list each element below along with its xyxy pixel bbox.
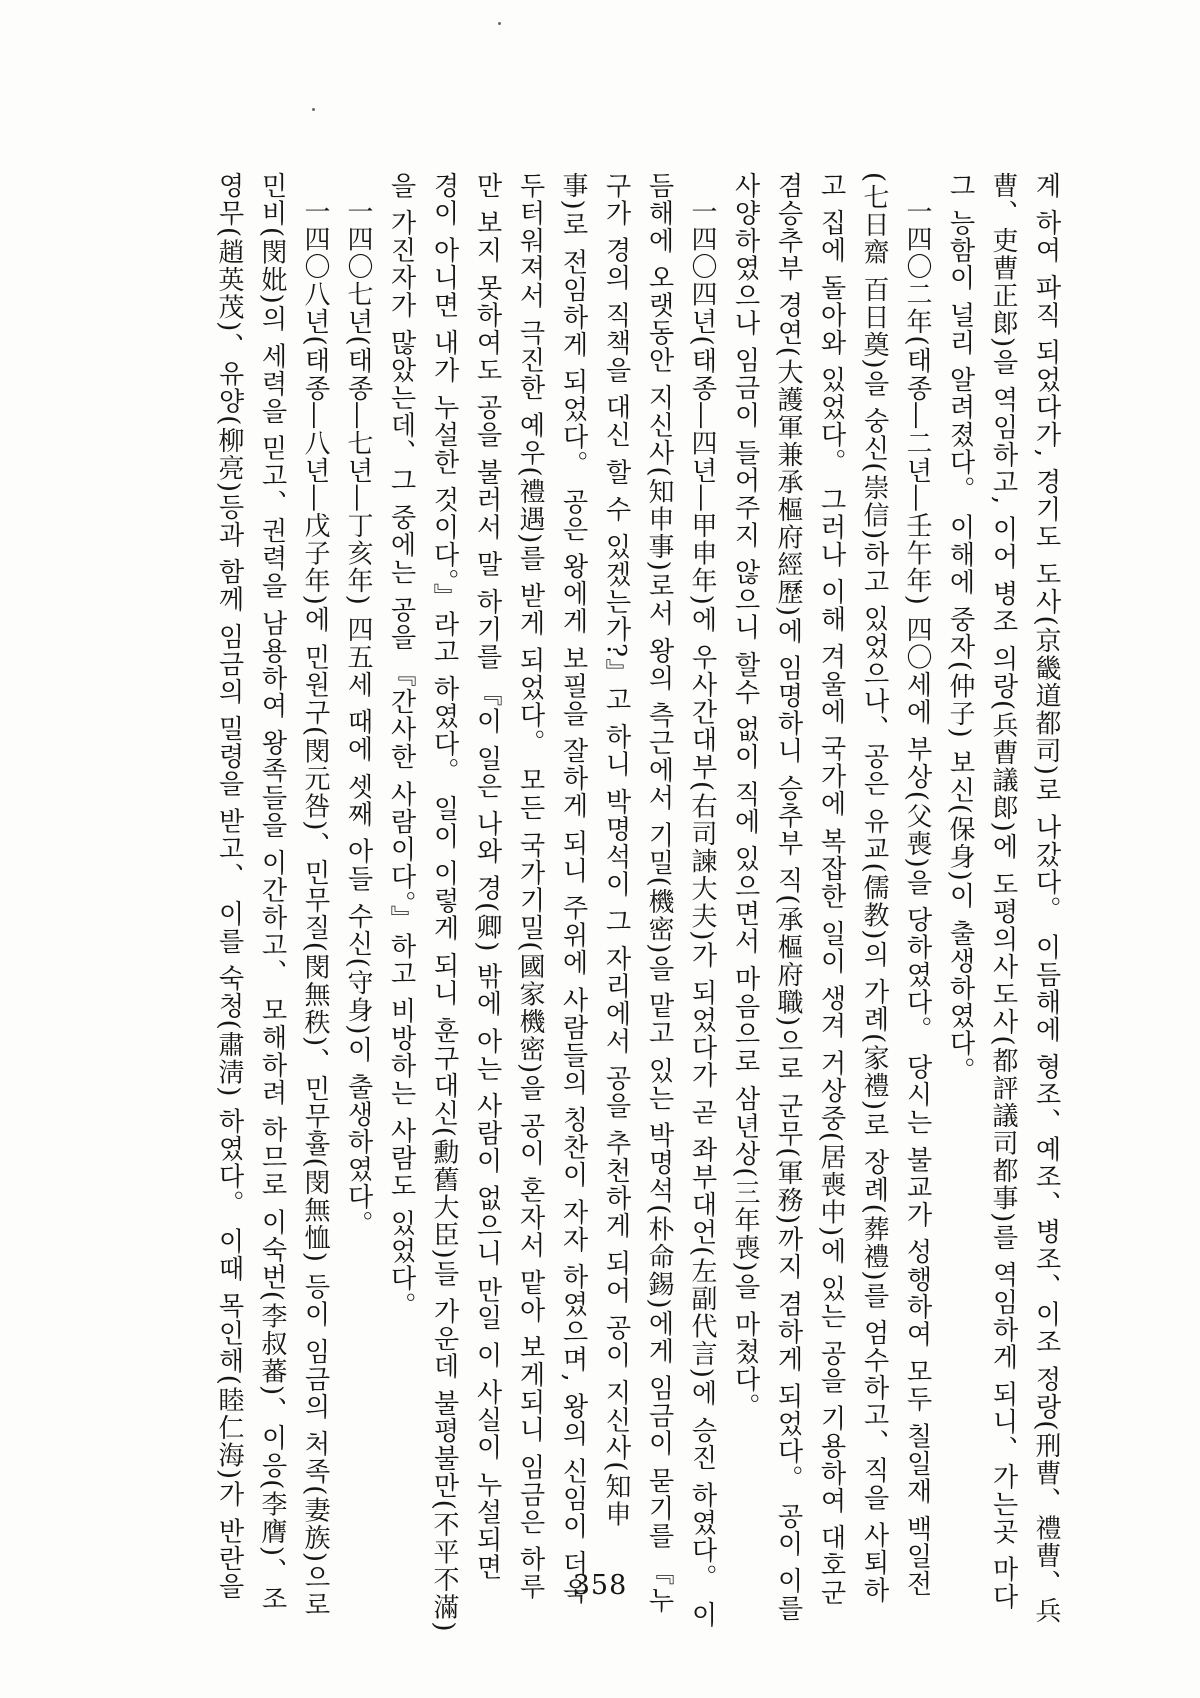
text-line-19: 민비(閔妣)의 세력을 믿고、권력을 남용하여 왕족들을 이간하고、 모해하려 하므로 이숙번(李叔蕃)、이응(李膺)、조: [257, 172, 287, 1613]
text-line-13: 두터워져서 극진한 예우(禮遇)를 받게 되었다。 모든 국가기밀(國家機密)을 공이 혼자서 맡아 보게되니 임금은 하루: [515, 172, 545, 1601]
text-line-15: 경이 아니면 내가 누설한 것이다。』라고 하였다。 일이 이렇게 되니 훈구대신(勳舊大臣)들 가운데 불평불만(不平不滿): [429, 172, 459, 1633]
text-line-9: 一四〇四년(태종―四년―甲申年)에 우사간대부(右司諫大夫)가 되었다가 곧 좌부대언(左副代言)에 승진 하였다。 이: [687, 198, 717, 1629]
text-line-4: 一四〇二年(태종―二년―壬午年) 四〇세에 부상(父喪)을 당하였다。 당시는 불교가 성행하여 모두 칠일재 백일전: [902, 198, 932, 1598]
text-line-5: (七日齋 百日奠)을 숭신(崇信)하고 있었으나、공은 유교(儒教)의 가례(家禮)로 장례(葬禮)를 엄수하고、직을 사퇴하: [859, 172, 889, 1605]
text-line-8: 사양하였으나 임금이 들어주지 않으니 할수 없이 직에 있으면서 마음으로 삼년상(三年喪)을 마쳤다。: [730, 172, 760, 1421]
text-line-2: 曹、吏曹正郞)을 역임하고, 이어 병조 의랑(兵曹議郞)에 도평의사도사(都評議司都事)를 역임하게 되니、가는곳 마다: [988, 172, 1018, 1611]
text-line-18: 一四〇八년(태종―八년―戊子年)에 민원구(閔元咎)、민무질(閔無秩)、민무휼(閔無恤) 등이 임금의 처족(妻族)으로: [300, 198, 330, 1619]
text-line-11: 구가 경의 직책을 대신 할 수 있겠는가?』고 하니 박명석이 그 자리에서 공을 추천하게 되어 공이 지신사(知申: [601, 172, 631, 1529]
text-line-1: 계 하여 파직 되었다가, 경기도 도사(京畿道都司)로 나갔다。 이듬해에 형조、예조、병조、이조 정랑(刑曹、禮曹、兵: [1031, 172, 1061, 1625]
text-line-6: 고 집에 돌아와 있었다。 그러나 이해 겨울에 국가에 복잡한 일이 생겨 거상중(居喪中)에 있는 공을 기용하여 대호군: [816, 172, 846, 1607]
text-line-20: 영무(趙英茂)、유양(柳亮)등과 함께 임금의 밀령을 받고、 이를 숙청(肅淸) 하였다。 이때 목인해(睦仁海)가 반란을: [214, 172, 244, 1601]
text-line-12: 事)로 전임하게 되었다。 공은 왕에게 보필을 잘하게 되니 주위에 사람들의 칭찬이 자자 하였으며, 왕의 신임이 더욱: [558, 172, 588, 1605]
text-line-16: 을 가진자가 많았는데、그 중에는 공을 『간사한 사람이다。』하고 비방하는 사람도 있었다。: [386, 172, 416, 1320]
text-line-7: 겸승추부 경연(大護軍兼承樞府經歷)에 임명하니 승추부 직(承樞府職)으로 군무(軍務)까지 겸하게 되었다。 공이 이를: [773, 172, 803, 1623]
text-line-10: 듬해에 오랫동안 지신사(知申事)로서 왕의 측근에서 기밀(機密)을 맡고 있는 박명석(朴命錫)에게 임금이 묻기를 『누: [644, 172, 674, 1615]
page-number: 358: [572, 1570, 628, 1601]
scan-speck: [498, 22, 501, 25]
text-line-14: 만 보지 못하여도 공을 불러서 말 하기를 『이 일은 나와 경(卿) 밖에 아는 사람이 없으니 만일 이 사실이 누설되면: [472, 172, 502, 1582]
scan-speck: [312, 108, 315, 111]
text-line-3: 그 능함이 널리 알려졌다。 이해에 중자(仲子) 보신(保身)이 출생하였다。: [945, 172, 975, 1085]
text-line-17: 一四〇七년(태종―七년―丁亥年) 四五세 때에 셋째 아들 수신(守身)이 출생하였다。: [343, 198, 373, 1239]
